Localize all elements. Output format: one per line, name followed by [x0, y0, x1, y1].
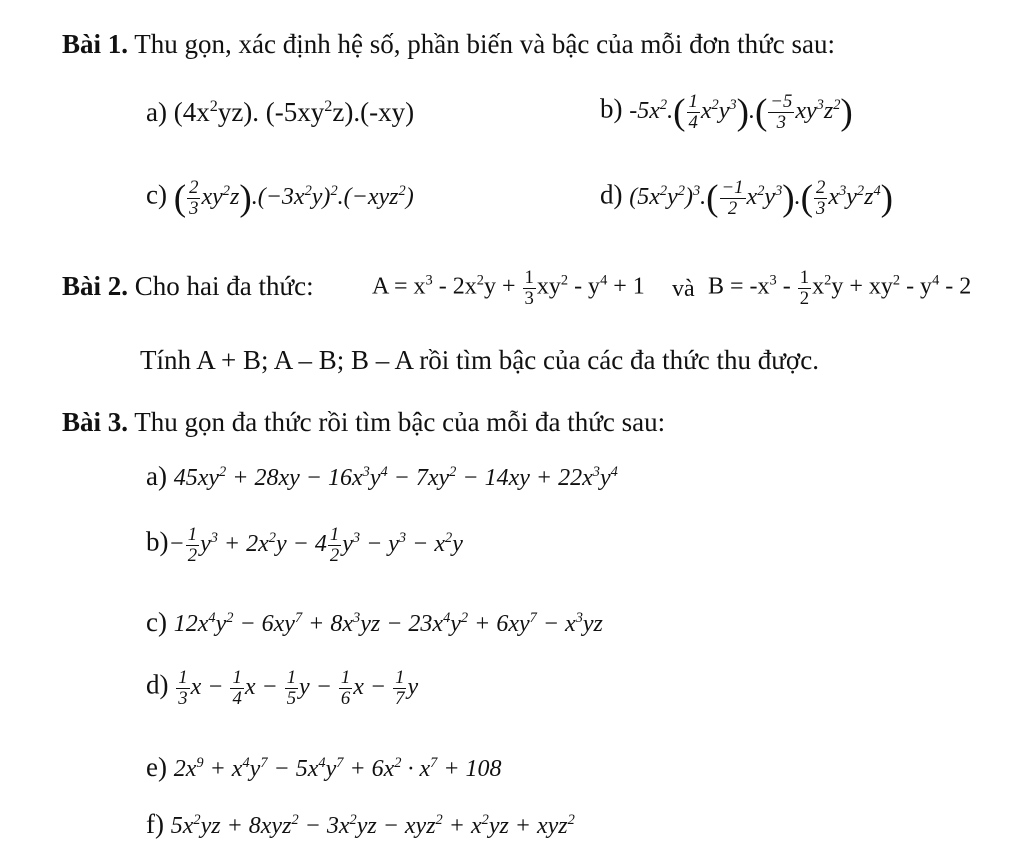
exercise-2-heading: [62, 272, 314, 302]
expression-3f: $5x^2yz + 8xyz^2 - 3x^2yz - xyz^2 + x^2yz + xyz^2$: [170, 812, 575, 839]
top-edge: [0, 0, 1024, 4]
item-label: d): [600, 179, 623, 210]
exercise-3f: [146, 810, 575, 840]
exercise-1c: [146, 178, 414, 218]
item-label: a): [146, 97, 167, 127]
expression-1c: ( $\frac{2}{3}$ $xy^2z).(-3x^2y)^2.(-xyz^2)$: [173, 177, 414, 219]
exercise-1-instruction: Thu gọn, xác định hệ số, phần biến và bậc của mỗi đơn thức sau:: [128, 29, 836, 59]
exercise-1d: [600, 178, 893, 218]
exercise-3b: [146, 525, 463, 565]
expression-1a: $(4x^2yz)$. $(-5xy^2z).(-xy)$: [173, 97, 415, 127]
expression-3b: − $\frac{1}{2}$ $y^3 + 2x^2y - 4$ $\frac{1}{2}$ $y^3 - y^3 - x^2y$: [168, 524, 463, 566]
exercise-3-label: Bài 3.: [62, 407, 129, 437]
expression-3a: $45xy^2 + 28xy - 16x^3y^4 - 7xy^2 - 14xy + 22x^3y^4$: [173, 464, 618, 491]
expression-1d: $(5x^2y^2)^3$.( $\frac{-1}{2}$ $x^2y^3$).( $\frac{2}{3}$ $x^3y^2z^4$): [629, 177, 894, 219]
exercise-3d: [146, 668, 418, 708]
expression-3c: $12x^4y^2 - 6xy^7 + 8x^3yz - 23x^4y^2 + 6xy^7 - x^3yz$: [173, 610, 603, 637]
conjunction: và: [672, 276, 695, 302]
exercise-2-label: Bài 2.: [62, 271, 129, 301]
item-label: b): [146, 526, 169, 557]
exercise-3e: [146, 753, 502, 783]
expression-1b: $-5x^2$.( $\frac{1}{4}$ $x^2y^3$).( $\frac{-5}{3}$ $xy^3z^2$): [629, 91, 853, 133]
exercise-3a: [146, 462, 618, 492]
exercise-3-heading: [62, 408, 665, 438]
item-label: d): [146, 669, 169, 700]
item-label: e): [146, 752, 167, 782]
exercise-2-instruction: Cho hai đa thức:: [128, 271, 314, 301]
exercise-2-task: Tính A + B; A – B; B – A rồi tìm bậc của các đa thức thu được.: [140, 345, 819, 375]
polynomial-B: $B = -x^3$ - $\frac{1}{2}$ $x^2y + xy^2 - y^4 - 2$: [708, 267, 972, 309]
item-label: b): [600, 93, 623, 124]
item-label: a): [146, 461, 167, 491]
exercise-1b: [600, 92, 853, 132]
exercise-1-heading: [62, 30, 835, 60]
expression-3e: $2x^9 + x^4y^7 - 5x^4y^7 + 6x^2 \cdot x^7 + 108$: [173, 755, 502, 782]
item-label: c): [146, 607, 167, 637]
item-label: c): [146, 179, 167, 210]
exercise-3c: [146, 608, 603, 638]
exercise-1-label: Bài 1.: [62, 29, 129, 59]
expression-3d: $\frac{1}{3}$ x − $\frac{1}{4}$ x − $\frac{1}{5}$ y − $\frac{1}{6}$ x − $\frac{1}{7}$ y: [178, 667, 419, 709]
item-label: f): [146, 809, 164, 839]
polynomial-A: $A = x^3 - 2x^2y$ + $\frac{1}{3}$ $xy^2 - y^4 + 1$: [372, 267, 645, 309]
exercise-1a: [146, 98, 414, 128]
exercise-3-instruction: Thu gọn đa thức rồi tìm bậc của mỗi đa thức sau:: [128, 407, 666, 437]
